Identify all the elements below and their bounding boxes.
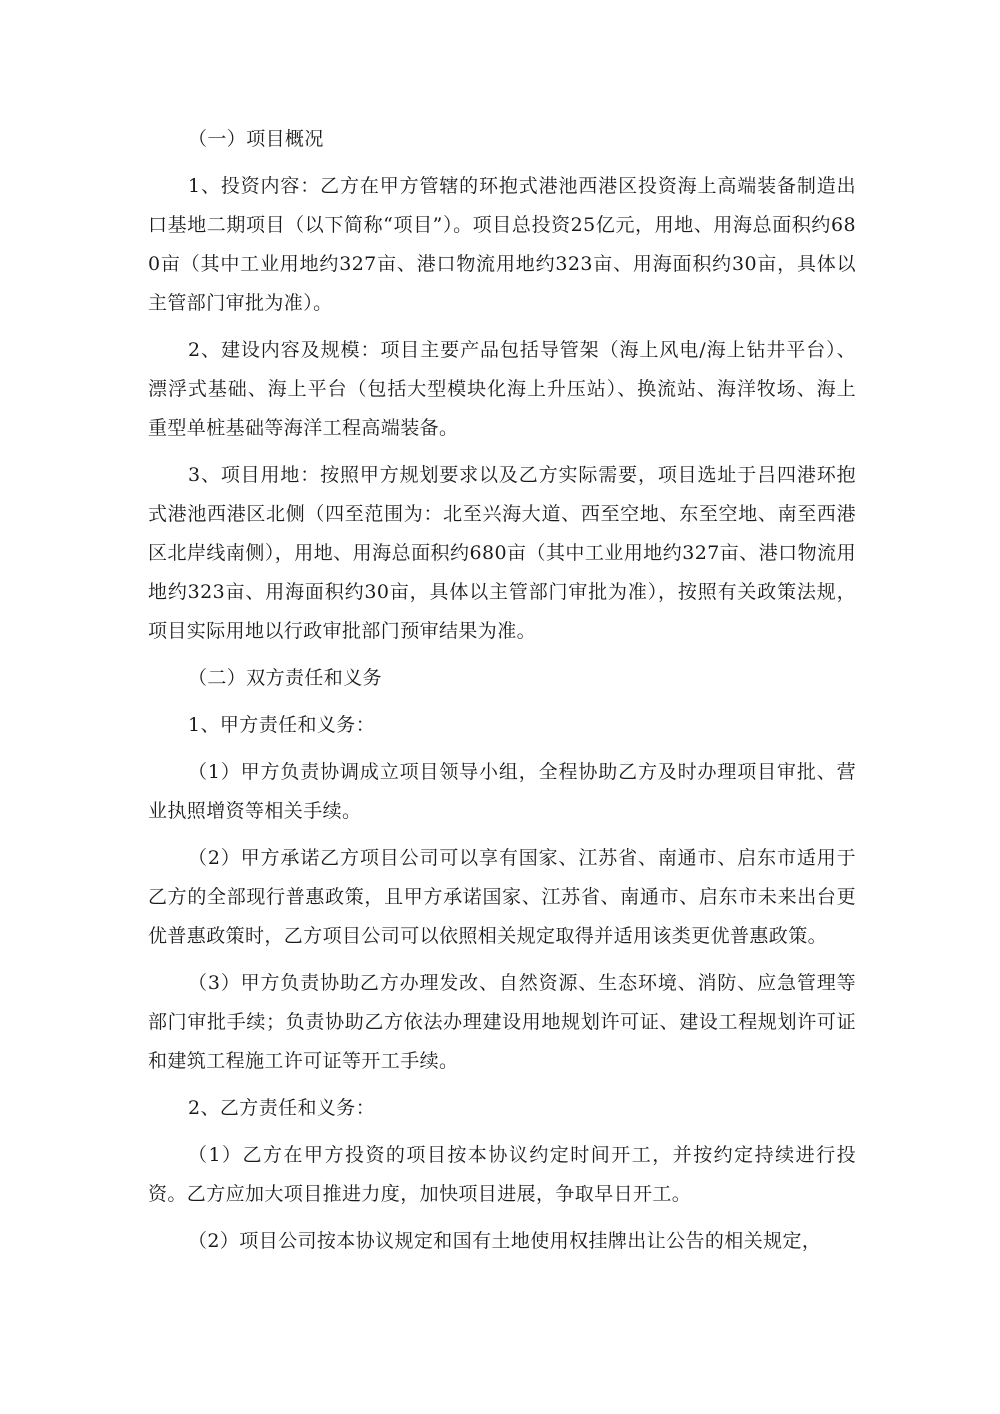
section-heading-project-overview: （一）项目概况 [188, 128, 324, 150]
paragraph-investment-content: 1、投资内容：乙方在甲方管辖的环抱式港池西港区投资海上高端装备制造出口基地二期项目（以下简称“项目”）。项目总投资25亿元，用地、用海总面积约680亩（其中工业用地约327亩、港口物流用地约323亩、用海面积约30亩，具体以主管部门审批为准）。 [148, 175, 856, 314]
section-heading-responsibilities: （二）双方责任和义务 [188, 667, 383, 689]
paragraph-party-a-item-3: （3）甲方负责协助乙方办理发改、自然资源、生态环境、消防、应急管理等部门审批手续；负责协助乙方依法办理建设用地规划许可证、建设工程规划许可证和建筑工程施工许可证等开工手续。 [148, 972, 856, 1072]
paragraph-party-b-item-2: （2）项目公司按本协议规定和国有土地使用权挂牌出让公告的相关规定， [188, 1230, 822, 1252]
document-body [148, 120, 856, 1261]
paragraph-party-b-item-1: （1）乙方在甲方投资的项目按本协议约定时间开工，并按约定持续进行投资。乙方应加大项目推进力度，加快项目进展，争取早日开工。 [148, 1144, 856, 1205]
subheading-party-a-duties: 1、甲方责任和义务： [188, 714, 376, 736]
paragraph-construction-scale: 2、建设内容及规模：项目主要产品包括导管架（海上风电/海上钻井平台）、漂浮式基础、海上平台（包括大型模块化海上升压站）、换流站、海洋牧场、海上重型单桩基础等海洋工程高端装备。 [148, 339, 856, 439]
paragraph-party-a-item-2: （2）甲方承诺乙方项目公司可以享有国家、江苏省、南通市、启东市适用于乙方的全部现行普惠政策，且甲方承诺国家、江苏省、南通市、启东市未来出台更优普惠政策时，乙方项目公司可以依照相关规定取得并适用该类更优普惠政策。 [148, 847, 856, 947]
subheading-party-b-duties: 2、乙方责任和义务： [188, 1097, 376, 1119]
paragraph-party-a-item-1: （1）甲方负责协调成立项目领导小组，全程协助乙方及时办理项目审批、营业执照增资等相关手续。 [148, 761, 856, 822]
paragraph-project-land: 3、项目用地：按照甲方规划要求以及乙方实际需要，项目选址于吕四港环抱式港池西港区北侧（四至范围为：北至兴海大道、西至空地、东至空地、南至西港区北岸线南侧），用地、用海总面积约680亩（其中工业用地约327亩、港口物流用地约323亩、用海面积约30亩，具体以主管部门审批为准），按照有关政策法规，项目实际用地以行政审批部门预审结果为准。 [148, 464, 856, 642]
